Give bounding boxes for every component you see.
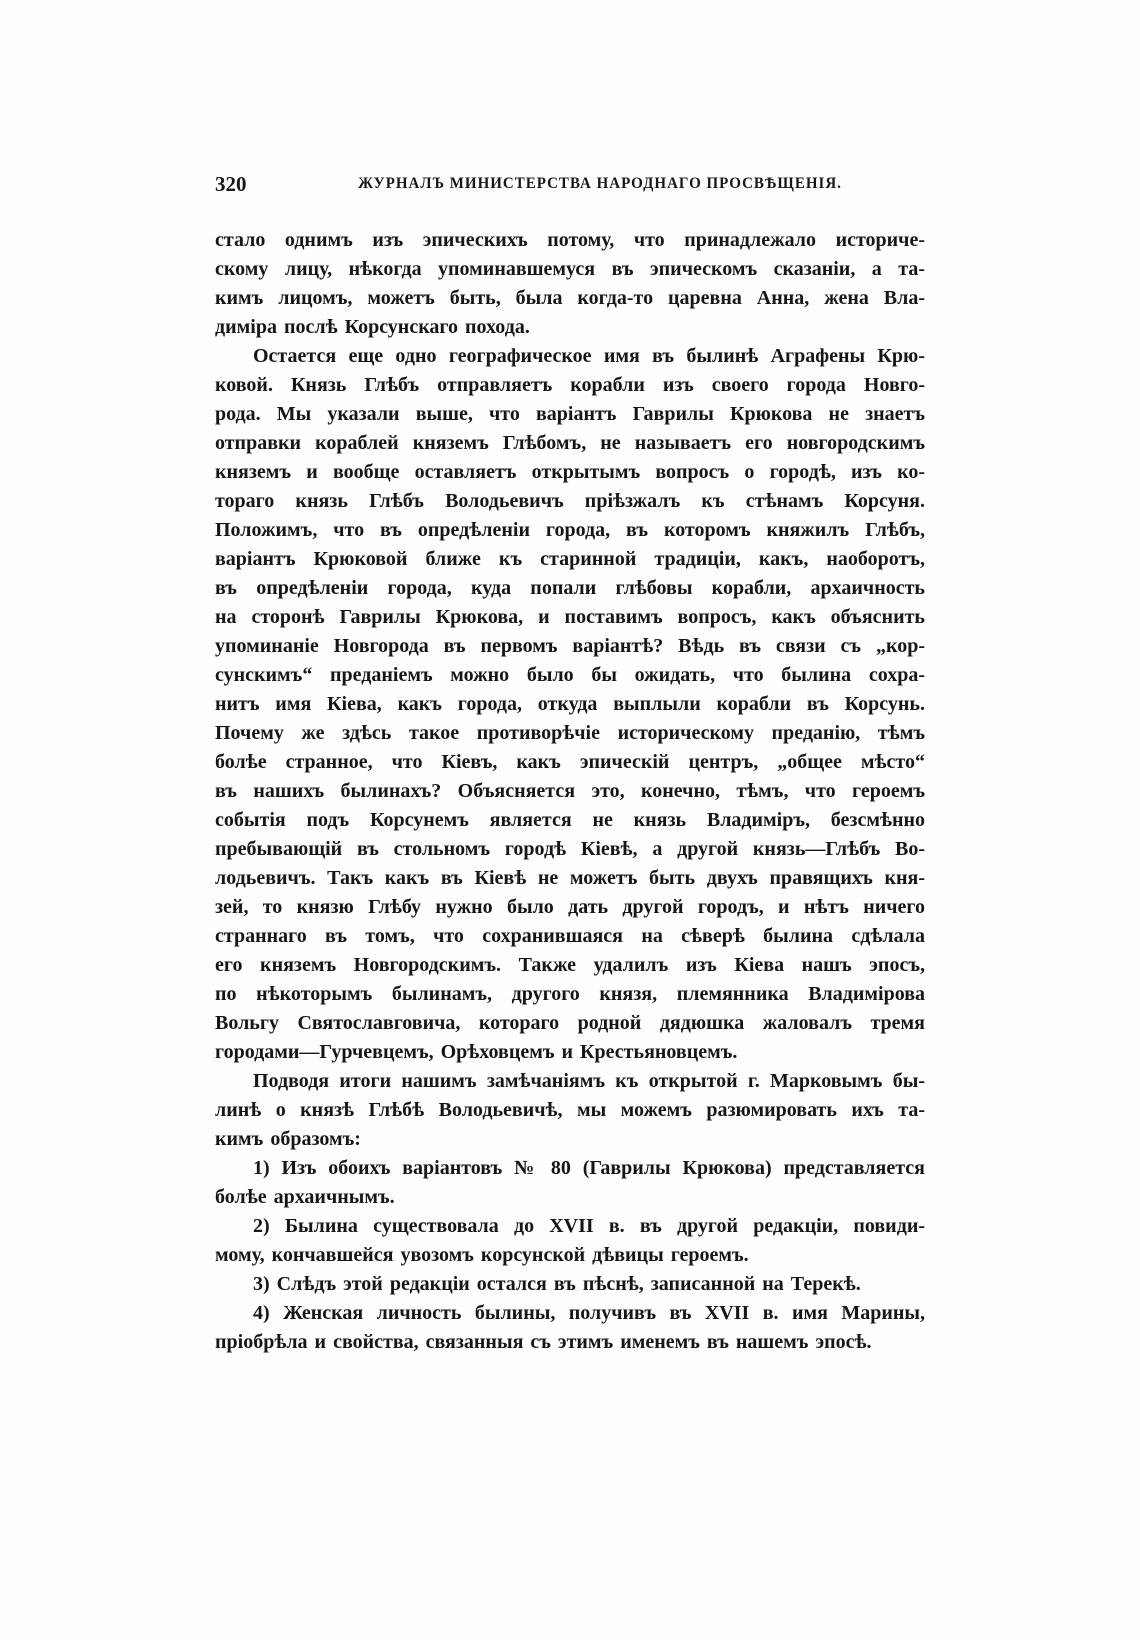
line	[215, 400, 925, 429]
text-line: зей, то князю Глѣбу нужно было дать другой городъ, и нѣтъ ничего	[215, 896, 925, 918]
line	[215, 574, 925, 603]
line	[215, 690, 925, 719]
line	[215, 632, 925, 661]
text-line: тораго князь Глѣбъ Володьевичъ пріѣзжалъ къ стѣнамъ Корсуня.	[215, 490, 925, 512]
text-line: событія подъ Корсунемъ является не князь Владиміръ, безсмѣнно	[215, 809, 925, 831]
line	[215, 748, 925, 777]
text-line: болѣе архаичнымъ.	[215, 1186, 395, 1208]
paragraph	[215, 1299, 925, 1357]
text-line: 2) Былина существовала до XVII в. въ другой редакціи, повиди-	[253, 1215, 925, 1237]
text-line: упоминаніе Новгорода въ первомъ варіантѣ? Вѣдь въ связи съ „кор-	[215, 635, 925, 657]
line	[215, 429, 925, 458]
line	[215, 342, 925, 371]
text-line: 4) Женская личность былины, получивъ въ XVII в. имя Марины,	[253, 1302, 925, 1324]
paragraph	[215, 342, 925, 1067]
line	[215, 1154, 925, 1183]
text-line: въ нашихъ былинахъ? Объясняется это, конечно, тѣмъ, что героемъ	[215, 780, 925, 802]
text-line: линѣ о князѣ Глѣбѣ Володьевичѣ, мы можемъ разюмировать ихъ та-	[215, 1099, 925, 1121]
page-header	[215, 172, 925, 198]
text-line: кимъ лицомъ, можетъ быть, была когда-то царевна Анна, жена Вла-	[215, 287, 925, 309]
line	[215, 1038, 925, 1067]
text-line: варіантъ Крюковой ближе къ старинной традиціи, какъ, наоборотъ,	[215, 548, 925, 570]
line	[215, 516, 925, 545]
text-line: 3) Слѣдъ этой редакціи остался въ пѣснѣ, записанной на Терекѣ.	[253, 1273, 861, 1295]
text-line: лодьевичъ. Такъ какъ въ Кіевѣ не можетъ быть двухъ правящихъ кня-	[215, 867, 925, 889]
line	[215, 371, 925, 400]
line	[215, 1212, 925, 1241]
line	[215, 777, 925, 806]
line	[215, 1096, 925, 1125]
text-line: его княземъ Новгородскимъ. Также удалилъ изъ Кіева нашъ эпосъ,	[215, 954, 925, 976]
line	[215, 980, 925, 1009]
line	[215, 661, 925, 690]
line	[215, 719, 925, 748]
line	[215, 1328, 925, 1357]
text-line: 1) Изъ обоихъ варіантовъ № 80 (Гаврилы Крюкова) представляется	[253, 1157, 925, 1179]
text-line: отправки кораблей княземъ Глѣбомъ, не называетъ его новгородскимъ	[215, 432, 925, 454]
text-line: на сторонѣ Гаврилы Крюкова, и поставимъ вопросъ, какъ объяснить	[215, 606, 925, 628]
text-line: страннаго въ томъ, что сохранившаяся на сѣверѣ былина сдѣлала	[215, 925, 925, 947]
text-line: городами—Гурчевцемъ, Орѣховцемъ и Крестьяновцемъ.	[215, 1041, 738, 1063]
line	[215, 951, 925, 980]
line	[215, 1241, 925, 1270]
text-line: диміра послѣ Корсунскаго похода.	[215, 316, 530, 338]
text-line: пребывающій въ стольномъ городѣ Кіевѣ, а другой князь—Глѣбъ Во-	[215, 838, 925, 860]
paragraph	[215, 1212, 925, 1270]
text-line: Подводя итоги нашимъ замѣчаніямъ къ открытой г. Марковымъ бы-	[253, 1070, 925, 1092]
line	[215, 806, 925, 835]
line	[215, 1270, 925, 1299]
text-line: Почему же здѣсь такое противорѣчіе историческому преданію, тѣмъ	[215, 722, 925, 744]
line	[215, 458, 925, 487]
running-title: ЖУРНАЛЪ МИНИСТЕРСТВА НАРОДНАГО ПРОСВѢЩЕНІЯ.	[358, 175, 842, 193]
text-line: рода. Мы указали выше, что варіантъ Гаврилы Крюкова не знаетъ	[215, 403, 925, 425]
paragraph	[215, 226, 925, 342]
text-line: въ опредѣленіи города, куда попали глѣбовы корабли, архаичность	[215, 577, 925, 599]
line	[215, 1067, 925, 1096]
text-line: сунскимъ“ преданіемъ можно было бы ожидать, что былина сохра-	[215, 664, 925, 686]
line	[215, 893, 925, 922]
text-line: Остается еще одно географическое имя въ былинѣ Аграфены Крю-	[253, 345, 925, 367]
line	[215, 1299, 925, 1328]
page-number: 320	[215, 172, 247, 196]
text-line: нитъ имя Кіева, какъ города, откуда выплыли корабли въ Корсунь.	[215, 693, 925, 715]
line	[215, 255, 925, 284]
text-line: кимъ образомъ:	[215, 1128, 361, 1150]
paragraph	[215, 1067, 925, 1154]
line	[215, 864, 925, 893]
text-line: Вольгу Святославговича, котораго родной дядюшка жаловалъ тремя	[215, 1012, 925, 1034]
line	[215, 835, 925, 864]
line	[215, 1009, 925, 1038]
text-line: княземъ и вообще оставляетъ открытымъ вопросъ о городѣ, изъ ко-	[215, 461, 925, 483]
line	[215, 226, 925, 255]
line	[215, 545, 925, 574]
line	[215, 284, 925, 313]
text-line: скому лицу, нѣкогда упоминавшемуся въ эпическомъ сказаніи, а та-	[215, 258, 925, 280]
text-line: стало однимъ изъ эпическихъ потому, что принадлежало историче-	[215, 229, 925, 251]
line	[215, 313, 925, 342]
line	[215, 922, 925, 951]
paragraph	[215, 1270, 925, 1299]
text-line: пріобрѣла и свойства, связанныя съ этимъ именемъ въ нашемъ эпосѣ.	[215, 1331, 872, 1353]
paragraph	[215, 1154, 925, 1212]
line	[215, 487, 925, 516]
line	[215, 1125, 925, 1154]
line	[215, 1183, 925, 1212]
text-line: мому, кончавшейся увозомъ корсунской дѣвицы героемъ.	[215, 1244, 749, 1266]
line	[215, 603, 925, 632]
text-line: Положимъ, что въ опредѣленіи города, въ которомъ княжилъ Глѣбъ,	[215, 519, 925, 541]
text-line: болѣе странное, что Кіевъ, какъ эпическій центръ, „общее мѣсто“	[215, 751, 925, 773]
text-line: по нѣкоторымъ былинамъ, другого князя, племянника Владимірова	[215, 983, 925, 1005]
text-line: ковой. Князь Глѣбъ отправляетъ корабли изъ своего города Новго-	[215, 374, 925, 396]
body-text	[215, 226, 925, 1357]
